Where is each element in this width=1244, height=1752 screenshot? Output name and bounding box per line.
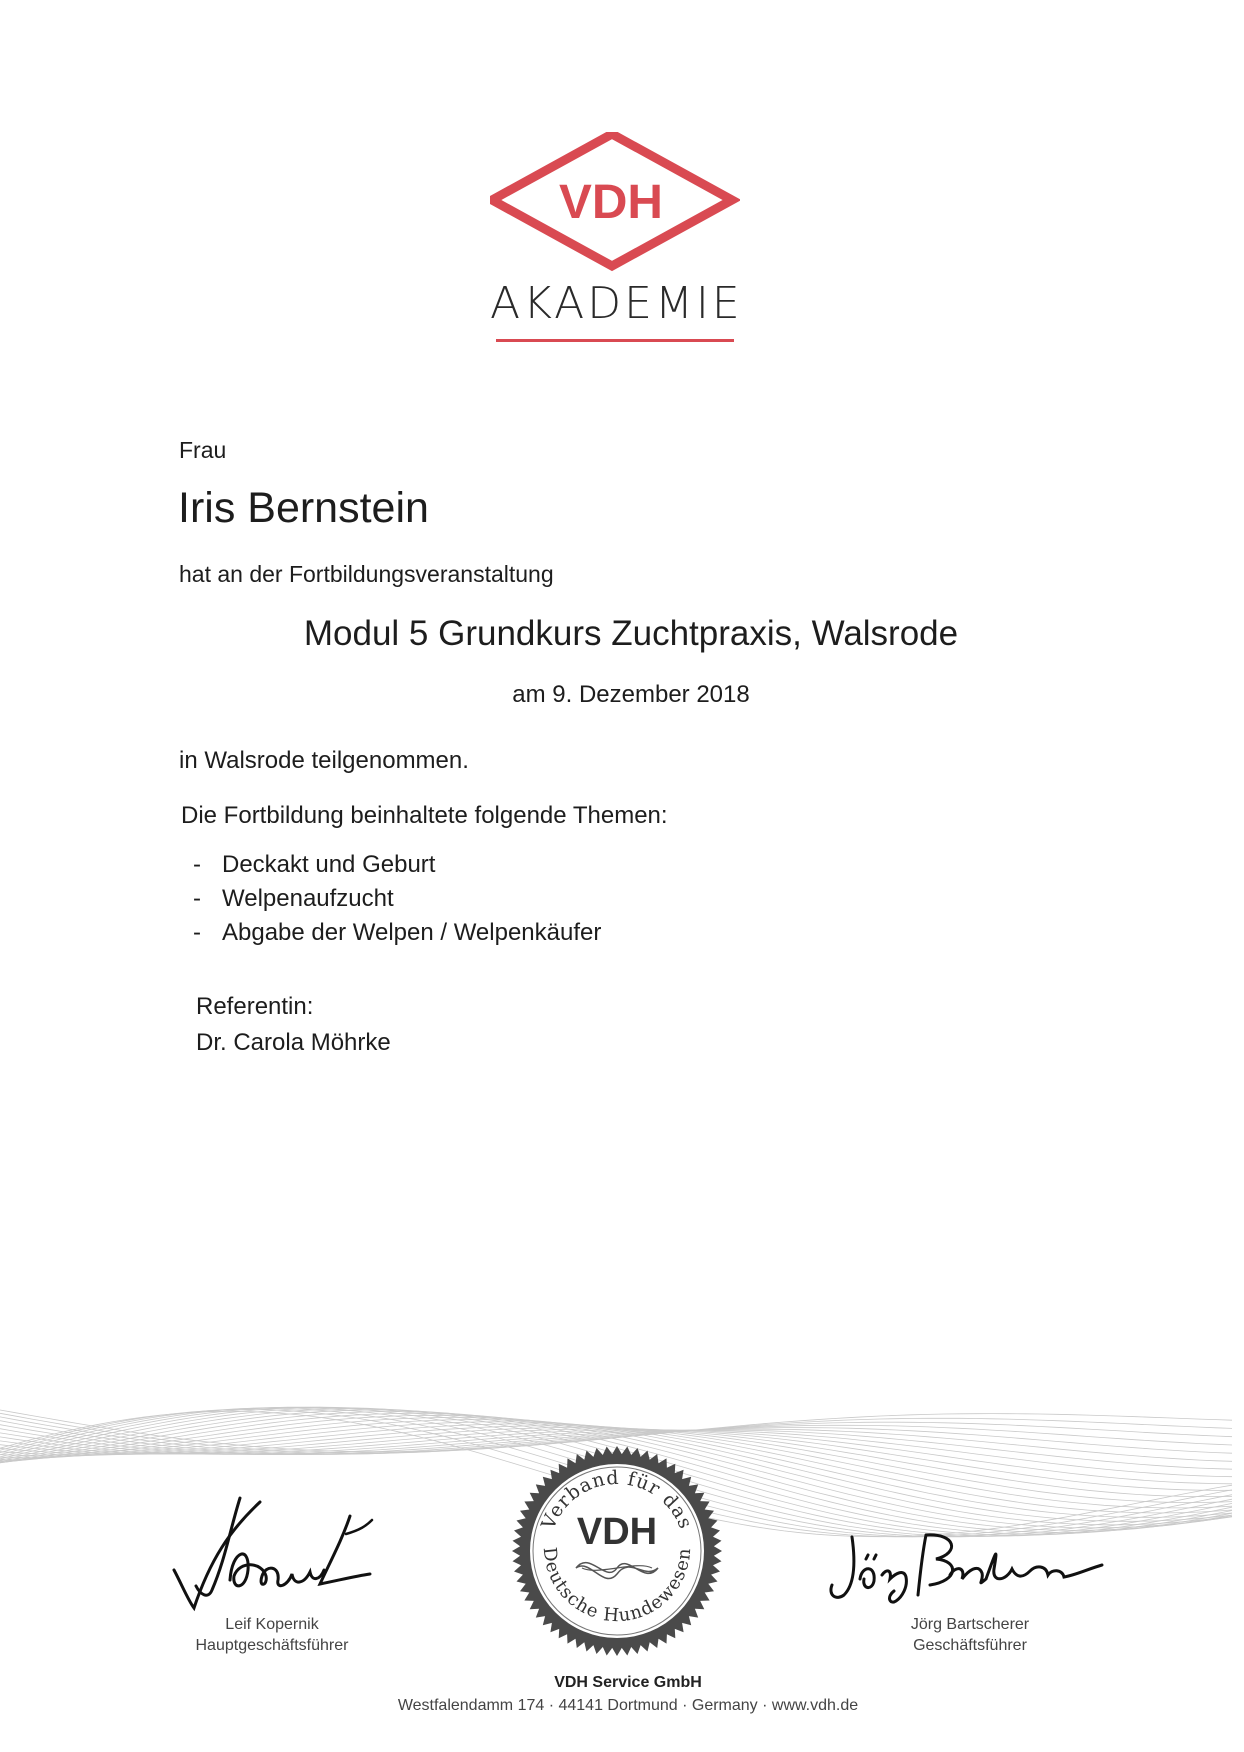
list-item bbox=[193, 919, 601, 953]
footer-company: VDH Service GmbH bbox=[554, 1674, 702, 1691]
topics-intro: Die Fortbildung beinhaltete folgende Themen: bbox=[181, 802, 668, 829]
seal-bottom-text: Deutsche Hundewesen bbox=[538, 1546, 696, 1627]
logo-wordmark: AKADEMIE bbox=[490, 278, 743, 329]
course-title: Modul 5 Grundkurs Zuchtpraxis, Walsrode bbox=[303, 614, 959, 653]
vdh-seal-icon bbox=[510, 1444, 724, 1658]
signature-caption-left bbox=[174, 1614, 370, 1656]
signature-caption-right bbox=[870, 1614, 1070, 1656]
bullet-dash: - bbox=[193, 885, 201, 912]
place-line: in Walsrode teilgenommen. bbox=[179, 747, 469, 774]
signatory-title: Geschäftsführer bbox=[913, 1637, 1027, 1654]
bullet-dash: - bbox=[193, 851, 201, 878]
list-item bbox=[193, 885, 601, 919]
logo-underline bbox=[496, 339, 734, 342]
footer-address: Westfalendamm 174 · 44141 Dortmund · Germany · www.vdh.de bbox=[397, 1697, 859, 1714]
recipient-name: Iris Bernstein bbox=[178, 484, 429, 532]
date-line: am 9. Dezember 2018 bbox=[512, 681, 750, 708]
salutation: Frau bbox=[179, 437, 227, 463]
topic-text: Abgabe der Welpen / Welpenkäufer bbox=[222, 919, 602, 946]
list-item bbox=[193, 851, 601, 885]
intro-line: hat an der Fortbildungsveranstaltung bbox=[179, 561, 554, 587]
seal-top-text: Verband für das bbox=[537, 1466, 697, 1533]
bullet-dash: - bbox=[193, 919, 201, 946]
topic-text: Welpenaufzucht bbox=[222, 885, 394, 912]
topics-list bbox=[193, 851, 601, 953]
signature-kopernik-icon bbox=[170, 1490, 380, 1620]
speaker-label: Referentin: bbox=[196, 993, 314, 1020]
speaker-name: Dr. Carola Möhrke bbox=[196, 1029, 391, 1056]
logo-mark-text: VDH bbox=[559, 176, 663, 229]
signatory-name: Jörg Bartscherer bbox=[910, 1616, 1030, 1633]
signature-bartscherer-icon bbox=[826, 1525, 1106, 1615]
signatory-name: Leif Kopernik bbox=[225, 1616, 319, 1633]
topic-text: Deckakt und Geburt bbox=[222, 851, 436, 878]
seal-center-text: VDH bbox=[576, 1511, 658, 1553]
signatory-title: Hauptgeschäftsführer bbox=[195, 1637, 349, 1654]
